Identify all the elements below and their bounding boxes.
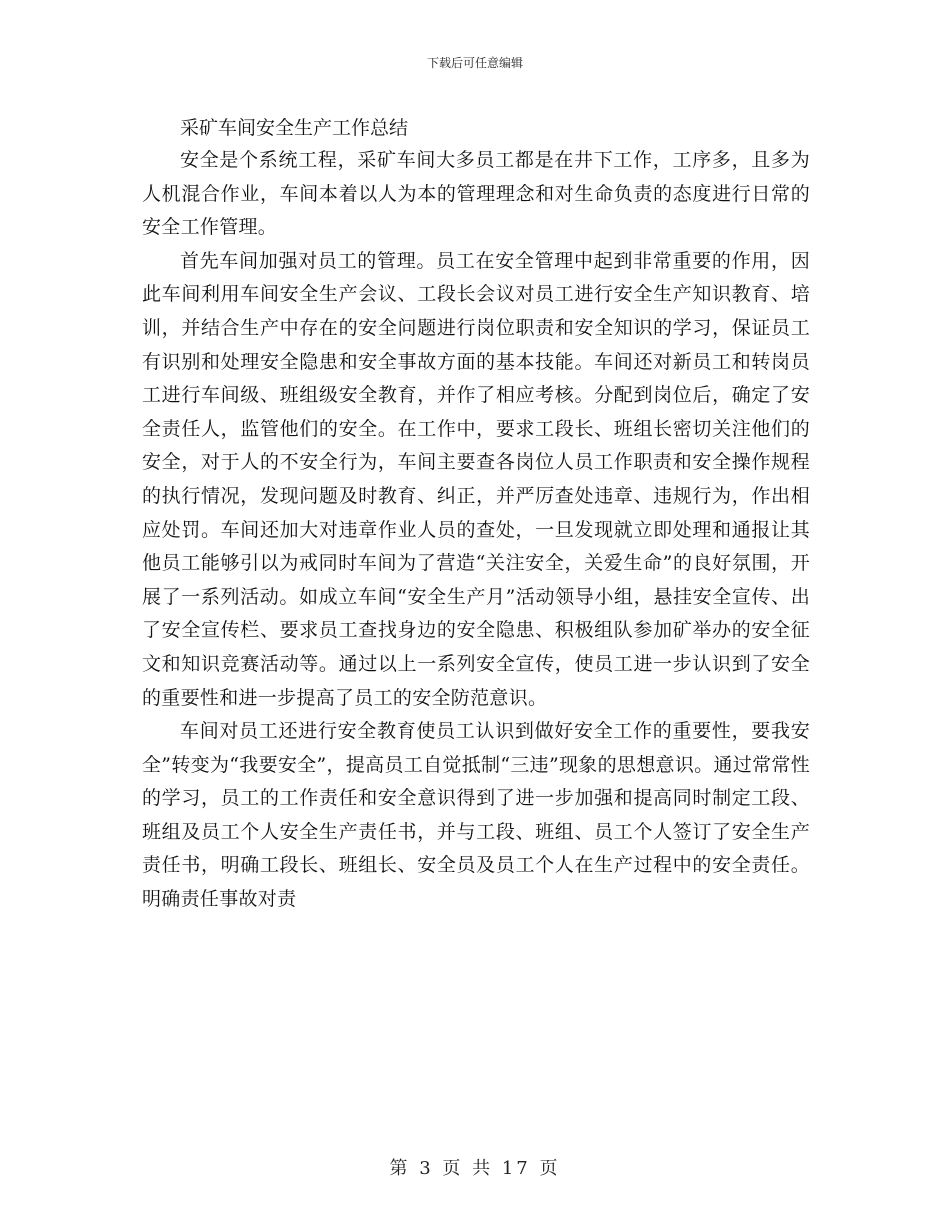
page-header-note: 下载后可任意编辑 <box>426 56 523 70</box>
paragraph-3: 车间对员工还进行安全教育使员工认识到做好安全工作的重要性，要我安全”转变为“我要安全”，提高员工自觉抵制“三违”现象的思想意识。通过常常性的学习，员工的工作责任和安全意识得到了进一步加强和提高同时制定工段、班组及员工个人安全生产责任书，并与工段、班组、员工个人签订了安全生产责任书，明确工段长、班组长、安全员及员工个人在生产过程中的安全责任。明确责任事故对责 <box>142 720 810 911</box>
document-title: 采矿车间安全生产工作总结 <box>180 117 409 139</box>
paragraph-2: 首先车间加强对员工的管理。员工在安全管理中起到非常重要的作用，因此车间利用车间安全生产会议、工段长会议对员工进行安全生产知识教育、培训，并结合生产中存在的安全问题进行岗位职责和安全知识的学习，保证员工有识别和处理安全隐患和安全事故方面的基本技能。车间还对新员工和转岗员工进行车间级、班组级安全教育，并作了相应考核。分配到岗位后，确定了安全责任人，监管他们的安全。在工作中，要求工段长、班组长密切关注他们的安全，对于人的不安全行为，车间主要查各岗位人员工作职责和安全操作规程的执行情况，发现问题及时教育、纠正，并严厉查处违章、违规行为，作出相应处罚。车间还加大对违章作业人员的查处，一旦发现就立即处理和通报让其他员工能够引以为戒同时车间为了营造“关注安全，关爱生命”的良好氛围，开展了一系列活动。如成立车间“安全生产月”活动领导小组，悬挂安全宣传、出了安全宣传栏、要求员工查找身边的安全隐患、积极组队参加矿举办的安全征文和知识竞赛活动等。通过以上一系列安全宣传，使员工进一步认识到了安全的重要性和进一步提高了员工的安全防范意识。 <box>142 249 810 709</box>
page-number-footer: 第 3 页 共 17 页 <box>389 1158 561 1179</box>
document-body <box>142 112 810 917</box>
paragraph-1: 安全是个系统工程，采矿车间大多员工都是在井下工作，工序多，且多为人机混合作业，车间本着以人为本的管理理念和对生命负责的态度进行日常的安全工作管理。 <box>142 149 810 239</box>
